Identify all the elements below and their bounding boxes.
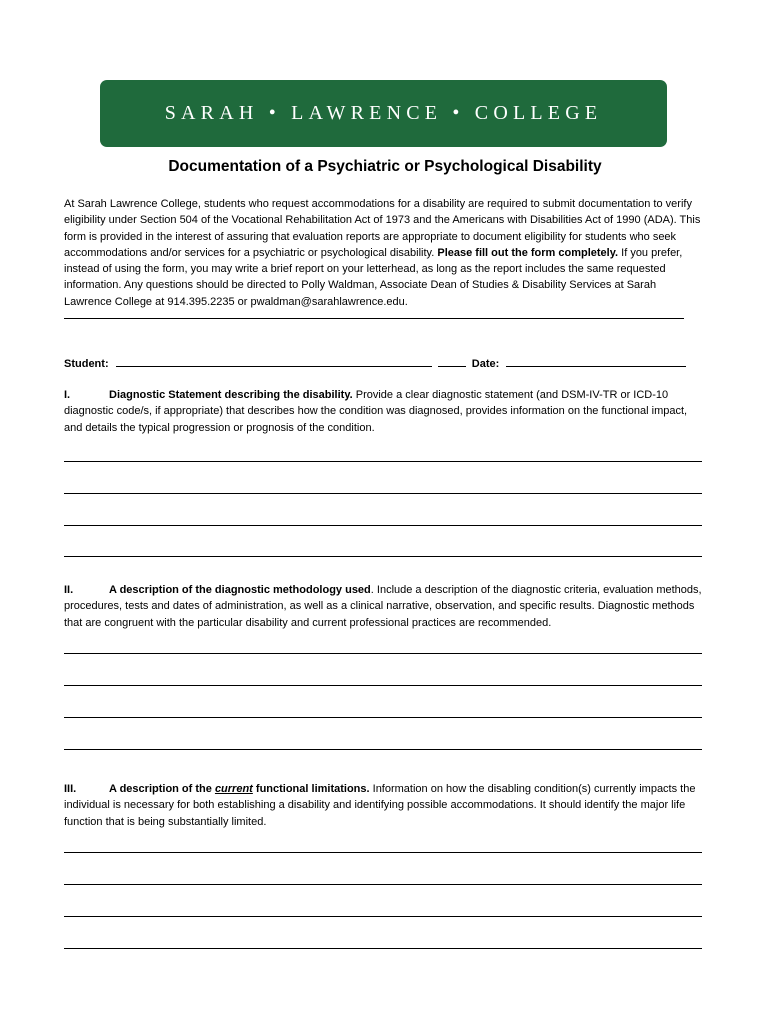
- section-1-body: Provide a clear diagnostic statement (and DSM-IV-TR or ICD-10 diagnostic code/s, if appropriate) that describes how the condition was diagnosed, provides information on the functional impact, and details the typical progression or prognosis of the condition.: [64, 389, 688, 434]
- section-1-answer-line-3[interactable]: [64, 525, 702, 526]
- intro-text-part1: At Sarah Lawrence College, students who request accommodations for a disability are required to submit documentation to verify eligibility under Section 504 of the Vocational Rehabilitation Act of 1973 and the Americans with Disabilities Act of 1990 (ADA). This form is provided in the interest of assuring that evaluation reports are appropriate to document eligibility for students who seek accommodations and/or services for a psychiatric or psychological disability.: [64, 198, 701, 259]
- section-3-heading-emphasis: current: [214, 783, 253, 795]
- section-3-answer-line-1[interactable]: [64, 852, 702, 853]
- separator-line: [64, 318, 684, 319]
- intro-paragraph: [64, 196, 704, 310]
- section-3-body: Information on how the disabling condition(s) currently impacts the individual is necessary for both establishing a disability and identifying possible accommodations. It should identify the major life function that is being substantially limited.: [64, 783, 696, 828]
- section-2-answer-line-2[interactable]: [64, 685, 702, 686]
- section-3-numeral: III.: [64, 783, 77, 795]
- form-title: Documentation of a Psychiatric or Psychological Disability: [168, 158, 602, 175]
- section-1-numeral: I.: [64, 389, 71, 401]
- section-3-heading-pre: A description of the: [109, 783, 215, 795]
- section-1-heading: Diagnostic Statement describing the disability.: [109, 389, 353, 401]
- section-2-answer-line-1[interactable]: [64, 653, 702, 654]
- section-2-body: . Include a description of the diagnostic criteria, evaluation methods, procedures, tests and dates of administration, as well as a clinical narrative, observation, and specific results. Diagnostic methods that are congruent with the particular disability and current professional practices are recommended.: [64, 584, 702, 629]
- section-3-answer-line-3[interactable]: [64, 916, 702, 917]
- section-1-answer-line-4[interactable]: [64, 556, 702, 557]
- student-info-row: [64, 355, 704, 370]
- section-3-heading-post: functional limitations.: [252, 783, 370, 795]
- student-name-field[interactable]: [116, 355, 432, 367]
- college-banner: [100, 80, 667, 147]
- section-3-answer-line-4[interactable]: [64, 948, 702, 949]
- section-2: [64, 582, 704, 631]
- student-label: Student:: [64, 358, 109, 370]
- college-logo-text: SARAH • LAWRENCE • COLLEGE: [164, 102, 603, 124]
- section-3: [64, 781, 704, 830]
- date-field[interactable]: [506, 355, 686, 367]
- section-2-numeral: II.: [64, 584, 74, 596]
- section-1: [64, 387, 704, 436]
- section-1-answer-line-2[interactable]: [64, 493, 702, 494]
- student-extra-field[interactable]: [438, 355, 466, 367]
- section-3-answer-line-2[interactable]: [64, 884, 702, 885]
- section-2-answer-line-3[interactable]: [64, 717, 702, 718]
- intro-text-part2: If you prefer, instead of using the form, you may write a brief report on your letterhead, as long as the report includes the same requested information. Any questions should be directed to Polly Waldman, Associate Dean of Studies & Disability Services at Sarah Lawrence College at 914.395.2235 or pwaldman@sarahlawrence.edu.: [64, 246, 683, 308]
- section-2-heading: A description of the diagnostic methodology used: [109, 584, 371, 596]
- intro-text-bold: Please fill out the form completely.: [437, 246, 619, 259]
- section-1-answer-line-1[interactable]: [64, 461, 702, 462]
- date-label: Date:: [471, 358, 500, 370]
- section-2-answer-line-4[interactable]: [64, 749, 702, 750]
